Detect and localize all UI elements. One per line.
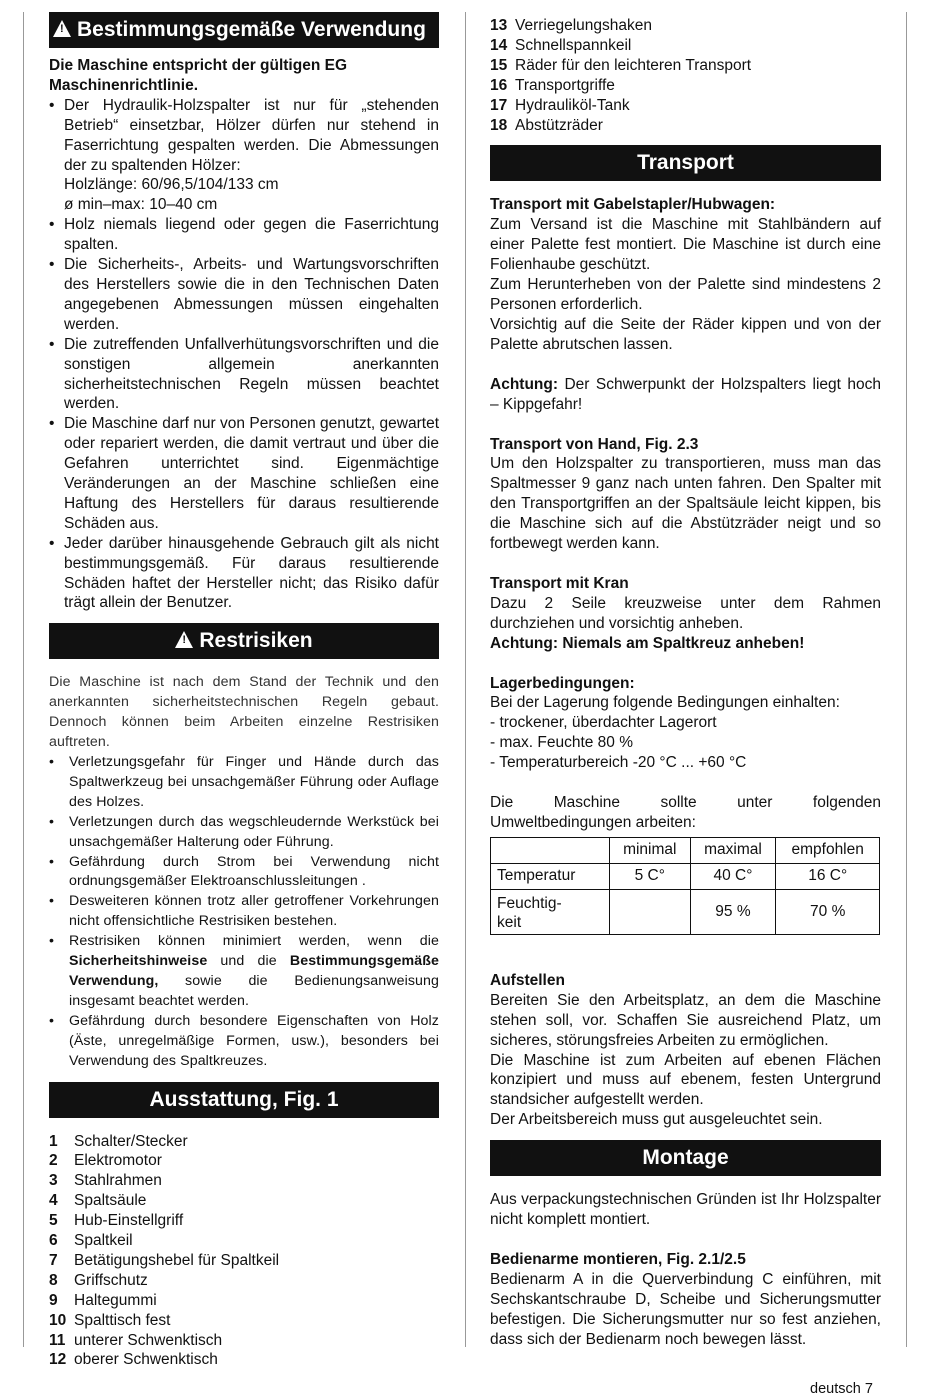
- warning-paragraph: Achtung: Der Schwerpunkt der Holzspalters liegt hoch – Kippgefahr!: [490, 375, 881, 413]
- paragraph: Die Maschine ist zum Arbeiten auf ebenen Flächen konzipiert und muss auf ebenem, festen Untergrund standsicher aufgestellt werden.: [490, 1051, 881, 1109]
- paragraph: Dazu 2 Seile kreuzweise unter dem Rahmen durchziehen und vorsichtig anheben.: [490, 594, 881, 632]
- list-item: • Holz niemals liegend oder gegen die Faserrichtung spalten.: [49, 215, 439, 255]
- part-item: 3 Stahlrahmen: [49, 1172, 162, 1190]
- section-header-bestimmung: [49, 12, 439, 48]
- paragraph: Die Maschine sollte unter folgenden Umweltbedingungen arbeiten:: [490, 794, 881, 831]
- parts-list-continued: [490, 16, 881, 135]
- part-item: 6 Spaltkeil: [49, 1232, 133, 1250]
- table-cell: minimal: [610, 837, 691, 863]
- environment-table: [490, 837, 880, 935]
- list-item: • Verletzungsgefahr für Finger und Hände durch das Spaltwerkzeug bei unsachgemäßer Führung oder Auflage des Holzes.: [49, 753, 439, 813]
- section-header-ausstattung: [49, 1082, 439, 1118]
- section-title: Montage: [642, 1146, 729, 1170]
- paragraph: Bereiten Sie den Arbeitsplatz, an dem die Maschine stehen soll, vor. Schaffen Sie ausreichend Platz, um sicheres, störungsfreies Arbeiten zu ermöglichen.: [490, 991, 881, 1049]
- paragraph: - max. Feuchte 80 %: [490, 734, 634, 752]
- part-item: 10 Spalttisch fest: [49, 1311, 171, 1329]
- center-rule: [465, 12, 466, 1347]
- section-header-restrisiken: [49, 623, 439, 659]
- section-title: Restrisiken: [199, 629, 313, 653]
- right-margin-rule: [906, 12, 907, 1347]
- table-row: [491, 889, 880, 934]
- warning-triangle-icon: [175, 631, 193, 648]
- part-item: 15 Räder für den leichteren Transport: [490, 56, 752, 74]
- section-title: Transport: [637, 151, 734, 175]
- table-cell: 5 C°: [610, 863, 691, 889]
- dimension-length: Holzlänge: 60/96,5/104/133 cm: [64, 176, 279, 194]
- residual-risk-list: [49, 753, 439, 1072]
- list-item: • Die Sicherheits-, Arbeits- und Wartungsvorschriften des Herstellers sowie die in den Technischen Daten angegebenen Abmessungen müssen eingehalten werden.: [49, 255, 439, 335]
- subheading: Transport von Hand, Fig. 2.3: [490, 435, 699, 453]
- list-item: • Die Maschine darf nur von Personen genutzt, gewartet oder repariert werden, die damit vertraut und über die Gefahren unterrichtet sind. Eigenmächtige Veränderungen an der Maschine schließen eine Haftung des Herstellers für daraus resultierende Schäden aus.: [49, 414, 439, 533]
- subheading: Transport mit Kran: [490, 574, 629, 592]
- table-row: [491, 863, 880, 889]
- table-cell: 70 %: [776, 889, 880, 934]
- table-cell: Temperatur: [491, 863, 610, 889]
- part-item: 17 Hydrauliköl-Tank: [490, 96, 630, 114]
- subheading: Bedienarme montieren, Fig. 2.1/2.5: [490, 1250, 746, 1268]
- section-title: Bestimmungsgemäße Verwendung: [77, 18, 426, 41]
- list-item: • Jeder darüber hinausgehende Gebrauch gilt als nicht bestimmungsgemäß. Für daraus resultierende Schäden haftet der Hersteller nicht; das Risiko dafür trägt allein der Benutzer.: [49, 534, 439, 614]
- paragraph: Um den Holzspalter zu transportieren, muss man das Spaltmesser 9 ganz nach unten fahren. Den Spalter mit den Transportgriffen an der Spaltsäule leicht kippen, bis die Maschine sich auf die Abstützräder neigt und so fortbewegt werden kann.: [490, 455, 881, 553]
- right-column: [490, 16, 881, 1350]
- warning-triangle-icon: [53, 20, 71, 37]
- part-item: 4 Spaltsäule: [49, 1192, 147, 1210]
- page-footer: deutsch 7: [810, 1381, 873, 1397]
- part-item: 1 Schalter/Stecker: [49, 1132, 188, 1150]
- table-cell: Feuchtig-keit: [491, 889, 610, 934]
- list-item: • Gefährdung durch besondere Eigenschaften von Holz (Äste, unregelmäßige Formen, usw.), besonders bei Verwendung des Spaltkreuzes.: [49, 1012, 439, 1072]
- subheading: Transport mit Gabelstapler/Hubwagen:: [490, 196, 776, 214]
- part-item: 13 Verriegelungshaken: [490, 17, 653, 34]
- part-item: 2 Elektromotor: [49, 1152, 162, 1170]
- list-item: • Verletzungen durch das wegschleudernde Werkstück bei unsachgemäßer Halterung oder Führung.: [49, 813, 439, 853]
- intro-text: Die Maschine entspricht der gültigen EG Maschinenrichtlinie.: [49, 57, 347, 94]
- parts-list: [49, 1132, 439, 1371]
- paragraph: Der Arbeitsbereich muss gut ausgeleuchtet sein.: [490, 1111, 823, 1129]
- part-item: 18 Abstützräder: [490, 116, 603, 134]
- list-item: • Der Hydraulik-Holzspalter ist nur für „stehenden Betrieb“ einsetzbar, Hölzer dürfen nur stehend in Faserrichtung gespalten werden. Die Abmessungen der zu spaltenden Hölzer: Holzlänge: 60/96,5/104/133 cm ø min–max: 10–40 cm: [49, 96, 439, 215]
- paragraph: Bei der Lagerung folgende Bedingungen einhalten:: [490, 694, 840, 712]
- table-cell: 40 C°: [690, 863, 776, 889]
- part-item: 14 Schnellspannkeil: [490, 36, 632, 54]
- left-margin-rule: [23, 12, 24, 1347]
- paragraph: Vorsichtig auf die Seite der Räder kippen und von der Palette abrutschen lassen.: [490, 315, 881, 353]
- section-title: Ausstattung, Fig. 1: [149, 1087, 339, 1111]
- subheading: Lagerbedingungen:: [490, 674, 635, 692]
- part-item: 16 Transportgriffe: [490, 76, 615, 94]
- table-cell: 16 C°: [776, 863, 880, 889]
- part-item: 5 Hub-Einstellgriff: [49, 1212, 184, 1230]
- list-item: • Gefährdung durch Strom bei Verwendung nicht ordnungsgemäßer Elektroanschlussleitungen .: [49, 853, 439, 893]
- paragraph: Zum Versand ist die Maschine mit Stahlbändern auf einer Palette fest montiert. Die Maschine ist durch eine Folienhaube geschützt.: [490, 216, 881, 274]
- table-cell: 95 %: [690, 889, 776, 934]
- paragraph: - Temperaturbereich -20 °C ... +60 °C: [490, 754, 747, 772]
- section-header-transport: [490, 145, 881, 181]
- paragraph: Bedienarm A in die Querverbindung C einführen, mit Sechskantschraube D, Scheibe und Sicherungsmutter befestigen. Die Sicherungsmutter nur so fest anziehen, dass sich der Bedienarm noch bewegen lässt.: [490, 1270, 881, 1348]
- warning-text: Achtung: Niemals am Spaltkreuz anheben!: [490, 634, 805, 652]
- dimension-diameter: ø min–max: 10–40 cm: [64, 196, 218, 214]
- table-cell: empfohlen: [776, 837, 880, 863]
- list-item: • Desweiteren können trotz aller getroffener Vorkehrungen nicht offensichtliche Restrisiken bestehen.: [49, 892, 439, 932]
- usage-list: [49, 96, 439, 614]
- table-row: [491, 837, 880, 863]
- left-column: [49, 12, 439, 1370]
- table-cell: maximal: [690, 837, 776, 863]
- list-item: • Die zutreffenden Unfallverhütungsvorschriften und die sonstigen allgemein anerkannten sicherheitstechnischen Regeln müssen beachtet werden.: [49, 335, 439, 415]
- part-item: 11 unterer Schwenktisch: [49, 1331, 223, 1349]
- paragraph: Zum Herunterheben von der Palette sind mindestens 2 Personen erforderlich.: [490, 276, 881, 313]
- list-item: • Restrisiken können minimiert werden, wenn die Sicherheitshinweise und die Bestimmungsgemäße Verwendung, sowie die Bedienungsanweisung insgesamt beachtet werden.: [49, 932, 439, 1012]
- paragraph: - trockener, überdachter Lagerort: [490, 714, 717, 732]
- paragraph: Aus verpackungstechnischen Gründen ist Ihr Holzspalter nicht komplett montiert.: [490, 1191, 881, 1229]
- table-cell: [610, 889, 691, 934]
- part-item: 7 Betätigungshebel für Spaltkeil: [49, 1251, 280, 1269]
- part-item: 12 oberer Schwenktisch: [49, 1351, 218, 1369]
- part-item: 9 Haltegummi: [49, 1291, 157, 1309]
- part-item: 8 Griffschutz: [49, 1271, 148, 1289]
- residual-risk-intro: Die Maschine ist nach dem Stand der Technik und den anerkannten sicherheitstechnischen Regeln gebaut. Dennoch können beim Arbeiten einzelne Restrisiken auftreten.: [49, 674, 439, 751]
- subheading: Aufstellen: [490, 971, 565, 989]
- section-header-montage: [490, 1140, 881, 1176]
